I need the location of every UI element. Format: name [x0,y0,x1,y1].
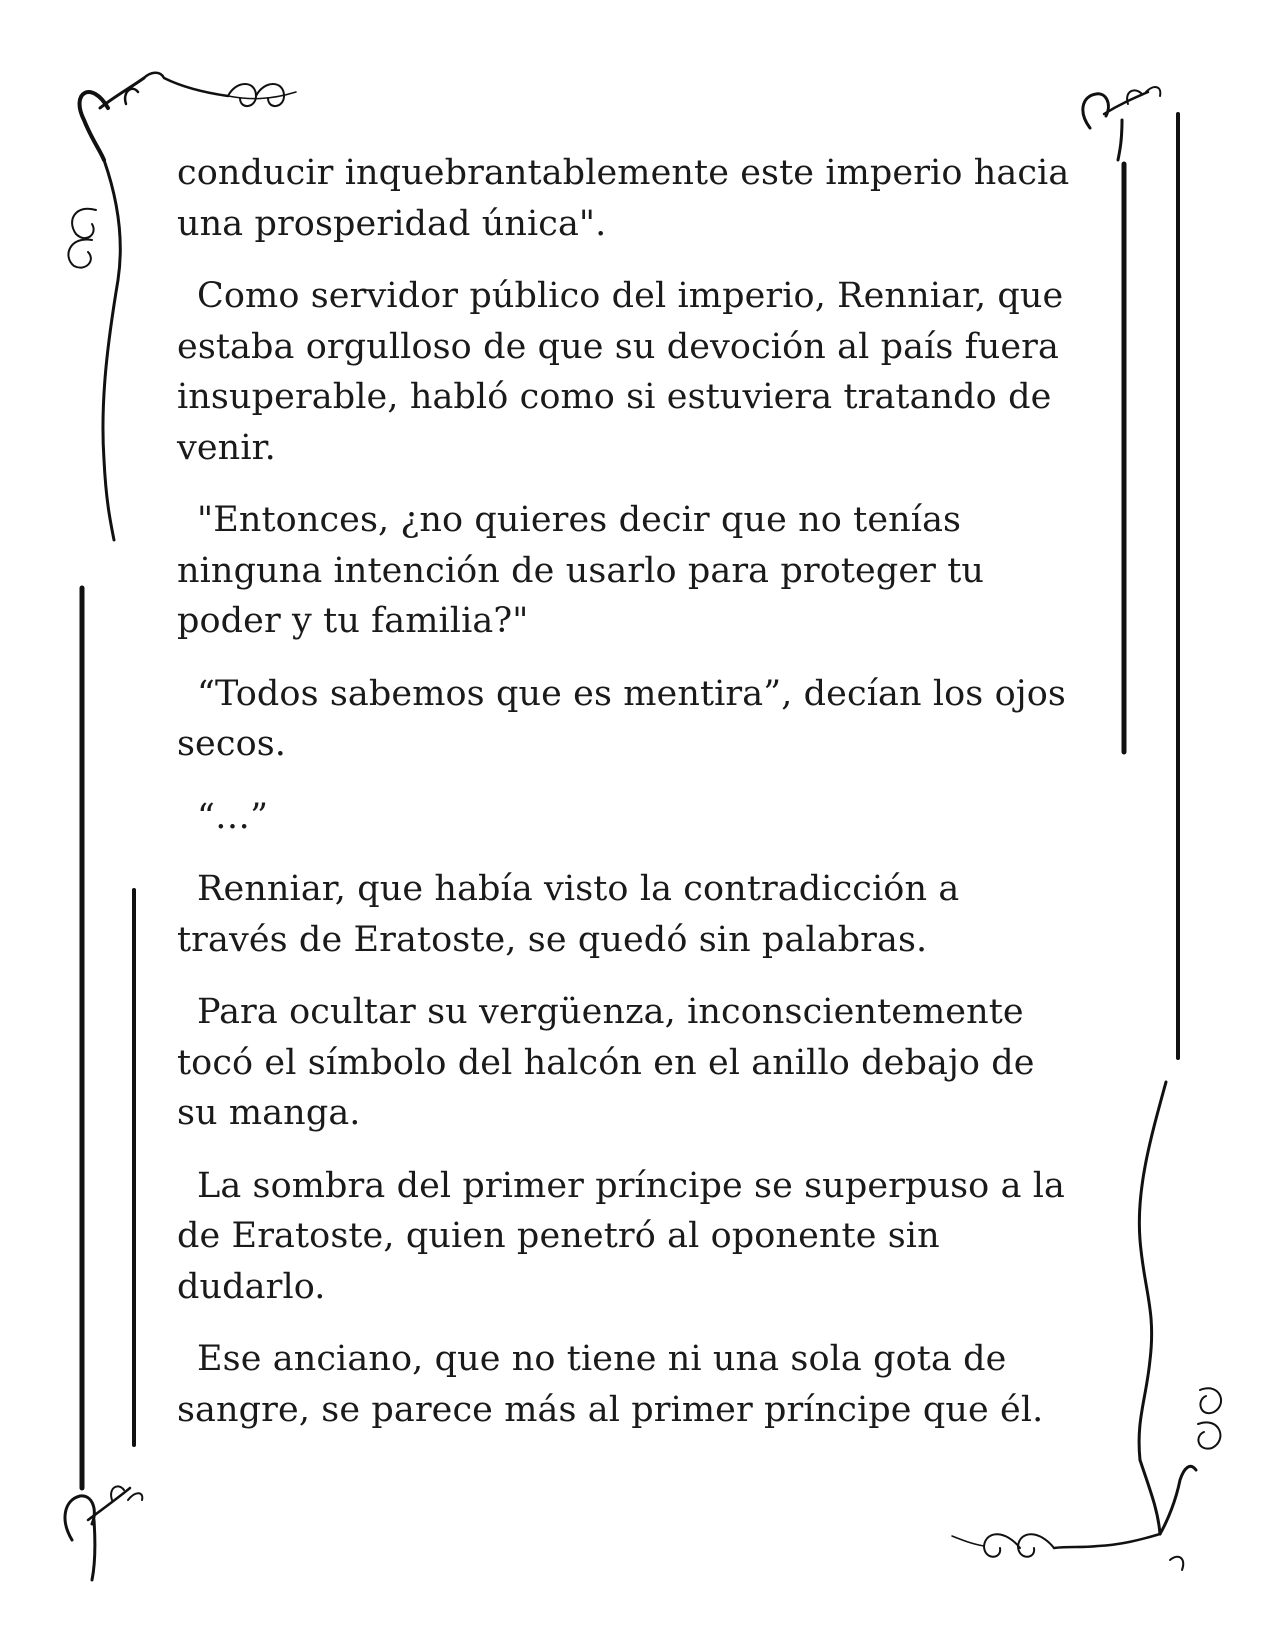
flourish-top-right-icon [1083,87,1160,160]
paragraph: "Entonces, ¿no quieres decir que no tenías ninguna intención de usarlo para proteger tu poder y tu familia?" [177,500,985,641]
paragraph: La sombra del primer príncipe se superpuso a la de Eratoste, quien penetró al oponente sin dudarlo. [177,1165,1066,1307]
body-text [177,148,1077,1457]
paragraph: “…” [197,796,269,837]
paragraph: Para ocultar su vergüenza, inconscientemente tocó el símbolo del halcón en el anillo debajo de su manga. [177,992,1035,1133]
paragraph: Como servidor público del imperio, Renniar, que estaba orgulloso de que su devoción al país fuera insuperable, habló como si estuviera tratando de venir. [177,276,1064,468]
paragraph: conducir inquebrantablemente este imperio hacia una prosperidad única". [177,153,1070,244]
flourish-bottom-left-icon [65,1486,142,1580]
paragraph: Ese anciano, que no tiene ni una sola gota de sangre, se parece más al primer príncipe que él. [177,1339,1044,1430]
paragraph: Renniar, que había visto la contradicción a través de Eratoste, se quedó sin palabras. [177,869,960,960]
paragraph: “Todos sabemos que es mentira”, decían los ojos secos. [177,673,1066,764]
